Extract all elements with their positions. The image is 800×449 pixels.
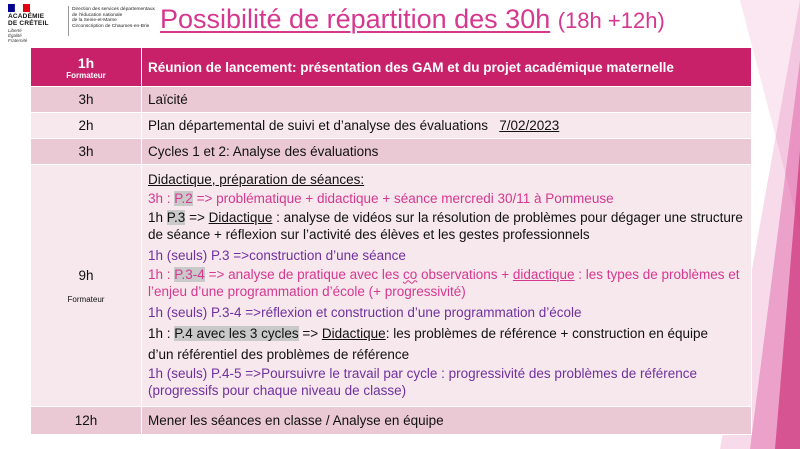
republic-motto: Liberté Égalité Fraternité <box>8 28 28 43</box>
session-date: 7/02/2023 <box>499 118 560 133</box>
table-row: 3h Cycles 1 et 2: Analyse des évaluations <box>31 139 752 165</box>
table-row-didactique: 9h Formateur Didactique, préparation de séances: 3h : P.2 => problématique + didactique + séance mercredi 30/11 à Pommeuse 1h P.3 => Didactique : analyse de vidéos sur la résolution de problèmes pour dégager une structure de séance + réflexion sur l’activité des élèves et les gestes professionnels 1h (seuls) P.3 =>construction d’une séance 1h : P.3-4 => analyse de pratique avec les co observations + didactique : les types de problèmes et l’enjeu d’une programmation d’école (+ progressivité) 1h (seuls) P.3-4 =>réflexion et construction d’une programmation d’école 1h : P.4 avec les 3 cycles => Didactique: les problèmes de référence + construction en équipe d’un référentiel des problèmes de référence 1h (seuls) P.4-5 =>Poursuivre le travail par cycle : progressivité des problèmes de référence (progressifs pour chaque niveau de classe) <box>31 165 752 407</box>
table-row: 3h Laïcité <box>31 87 752 113</box>
table-row: 2h Plan départemental de suivi et d’analyse des évaluations 7/02/2023 <box>31 113 752 139</box>
title-paren: (18h +12h) <box>557 8 665 33</box>
academy-logo <box>6 4 166 48</box>
schedule-table <box>30 47 752 435</box>
header-text-cell: Réunion de lancement: présentation des GAM et du projet académique maternelle <box>142 48 752 87</box>
didactique-details: Didactique, préparation de séances: 3h : P.2 => problématique + didactique + séance mercredi 30/11 à Pommeuse 1h P.3 => Didactique : analyse de vidéos sur la résolution de problèmes pour dégager une structure de séance + réflexion sur l’activité des élèves et les gestes professionnels 1h (seuls) P.3 =>construction d’une séance 1h : P.3-4 => analyse de pratique avec les co observations + didactique : les types de problèmes et l’enjeu d’une programmation d’école (+ progressivité) 1h (seuls) P.3-4 =>réflexion et construction d’une programmation d’école 1h : P.4 avec les 3 cycles => Didactique: les problèmes de référence + construction en équipe d’un référentiel des problèmes de référence 1h (seuls) P.4-5 =>Poursuivre le travail par cycle : progressivité des problèmes de référence (progressifs pour chaque niveau de classe) <box>142 165 752 407</box>
table-header-row <box>31 48 752 87</box>
title-main: Possibilité de répartition des 30h <box>160 4 551 34</box>
academy-name: ACADÉMIE DE CRÉTEIL <box>8 13 49 27</box>
header-hours-cell: 1h Formateur <box>31 48 142 87</box>
page-title <box>160 4 665 35</box>
table-row: 12h Mener les séances en classe / Analyse en équipe <box>31 407 752 435</box>
logo-separator <box>68 6 69 36</box>
marianne-flag-icon <box>8 4 30 12</box>
direction-text: Direction des services départementaux de l'éducation nationale de la Seine-et-Marne Circonscription de Chaumes-en-Brie <box>72 7 155 29</box>
